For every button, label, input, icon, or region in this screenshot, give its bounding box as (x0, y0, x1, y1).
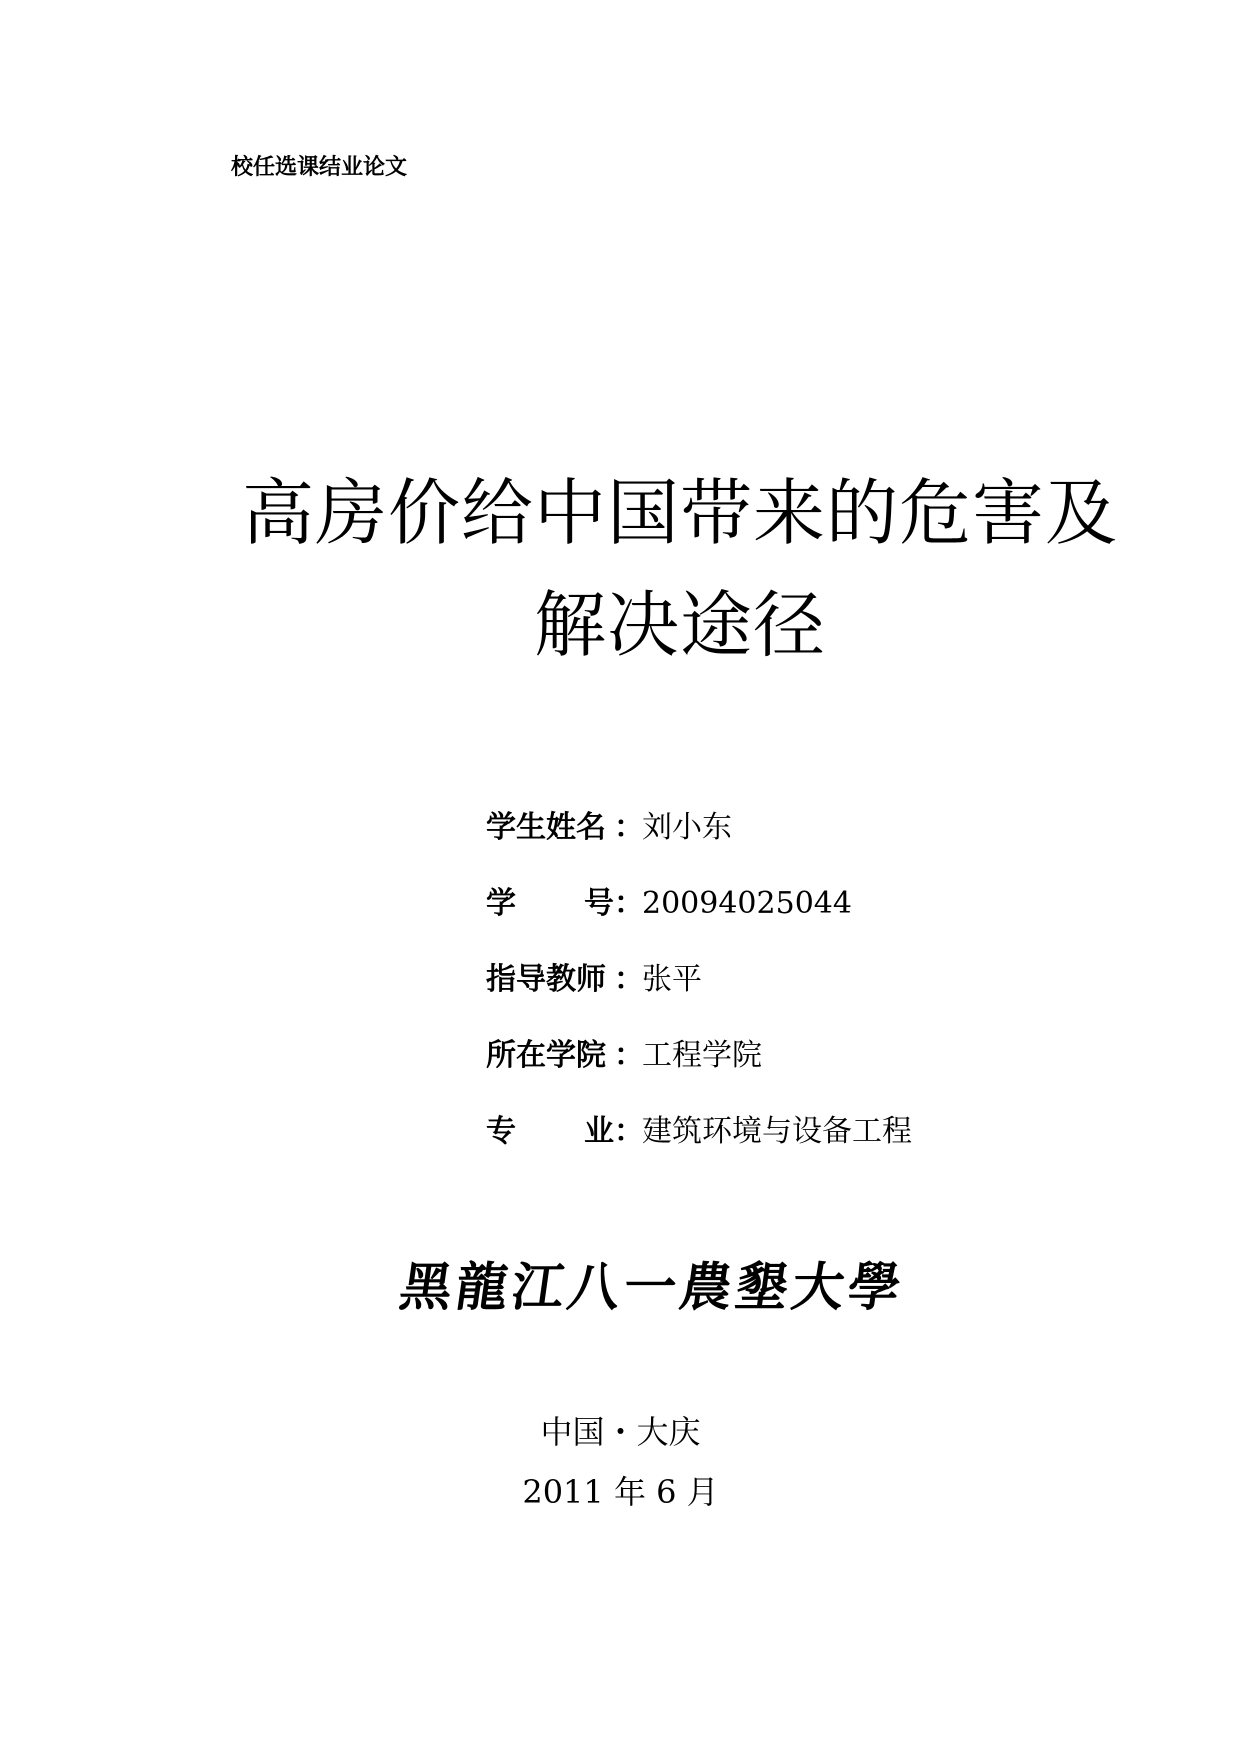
info-label-text: 指导教师 (486, 962, 606, 997)
info-row-college (486, 1036, 912, 1112)
university-calligraphy-logo (395, 1248, 909, 1328)
info-label (486, 808, 642, 848)
university-name-calligraphy: 黑龍江八一農墾大學 (395, 1257, 909, 1318)
major-value: 建筑环境与设备工程 (642, 1114, 912, 1149)
info-label (486, 884, 642, 924)
info-label-colon: ： (614, 1114, 644, 1149)
student-name-value: 刘小东 (642, 810, 732, 845)
info-label (486, 1036, 642, 1076)
info-label-text: 学生姓名 (486, 810, 606, 845)
course-type-label: 校任选课结业论文 (231, 155, 408, 180)
info-label-colon: ： (614, 962, 644, 997)
info-label (486, 1112, 642, 1152)
info-label-char: 号 (584, 886, 614, 921)
thesis-title-line-2: 解决途径 (533, 583, 826, 667)
thesis-title-line-1: 高房价给中国带来的危害及 (241, 471, 1118, 555)
student-id-value: 20094025044 (642, 886, 852, 921)
info-label-char: 专 (486, 1114, 516, 1149)
info-label-char: 业 (584, 1114, 614, 1149)
student-info-block (486, 808, 912, 1188)
info-row-major (486, 1112, 912, 1188)
info-label (486, 960, 642, 1000)
place-line: 中国・大庆 (540, 1413, 701, 1451)
info-row-student-id (486, 884, 912, 960)
info-label-colon: ： (614, 886, 644, 921)
info-row-student-name (486, 808, 912, 884)
info-label-text: 所在学院 (486, 1038, 606, 1073)
date-line: 2011 年 6 月 (522, 1473, 719, 1511)
college-value: 工程学院 (642, 1038, 762, 1073)
advisor-value: 张平 (642, 962, 702, 997)
info-row-advisor (486, 960, 912, 1036)
info-label-char: 学 (486, 886, 516, 921)
info-label-colon: ： (614, 810, 644, 845)
info-label-colon: ： (614, 1038, 644, 1073)
